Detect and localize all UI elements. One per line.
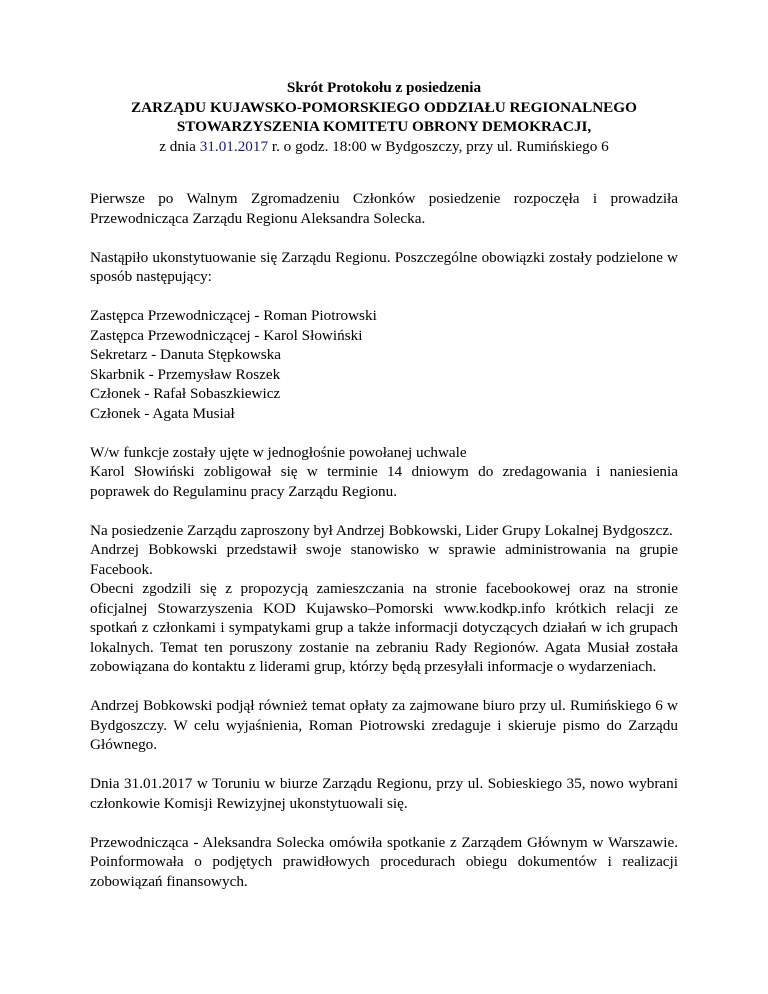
role-item: Zastępca Przewodniczącej - Karol Słowiński (90, 326, 363, 344)
roles-list (90, 306, 678, 423)
document-body (90, 189, 678, 891)
paragraph-audit-committee: Dnia 31.01.2017 w Toruniu w biurze Zarządu Regionu, przy ul. Sobieskiego 35, nowo wybrani członkowie Komisji Rewizyjnej ukonstytuowali się. (90, 775, 678, 812)
organization-line-2: STOWARZYSZENIA KOMITETU OBRONY DEMOKRACJI, (176, 118, 592, 135)
role-item: Sekretarz - Danuta Stępkowska (90, 346, 282, 363)
meeting-date: 31.01.2017 (199, 137, 269, 155)
paragraph-main-board-meeting: Przewodnicząca - Aleksandra Solecka omówiła spotkanie z Zarządem Głównym w Warszawie. Poinformowała o podjętych prawidłowych procedurach obiegu dokumentów i realizacji zobowiązań finansowych. (90, 833, 678, 890)
role-item: Skarbnik - Przemysław Roszek (90, 365, 281, 383)
paragraph-constitution: Nastąpiło ukonstytuowanie się Zarządu Regionu. Poszczególne obowiązki zostały podzielone w sposób następujący: (90, 248, 678, 285)
date-prefix: z dnia (159, 137, 200, 155)
meeting-date-line (76, 137, 692, 157)
guest-invite: Na posiedzenie Zarządu zaproszony był Andrzej Bobkowski, Lider Grupy Lokalnej Bydgoszcz. (90, 521, 673, 539)
date-suffix: r. o godz. 18:00 w Bydgoszczy, przy ul. Rumińskiego 6 (268, 137, 609, 155)
paragraph-office-fee: Andrzej Bobkowski podjął również temat opłaty za zajmowane biuro przy ul. Rumińskiego 6 w Bydgoszczy. W celu wyjaśnienia, Roman Piotrowski zredaguje i skieruje pismo do Zarządu Głównego. (90, 697, 678, 753)
role-item: Członek - Rafał Sobaszkiewicz (90, 385, 281, 402)
website-proposal: Obecni zgodzili się z propozycją zamieszczania na stronie facebookowej oraz na stronie oficjalnej Stowarzyszenia KOD Kujawsko–Pomorski www.kodkp.info krótkich relacji ze spotkań z członkami i sympatykami grup a także informacji dotyczących działań w ich grupach lokalnych. Temat ten poruszony zostanie na zebraniu Rady Regionów. Agata Musiał została zobowiązana do kontaktu z liderami grup, którzy będą przesyłali informacje o wydarzeniach. (90, 580, 678, 675)
organization-line-1: ZARZĄDU KUJAWSKO-POMORSKIEGO ODDZIAŁU REGIONALNEGO (131, 98, 637, 116)
paragraph-resolution (90, 443, 678, 502)
document-title: Skrót Protokołu z posiedzenia (286, 79, 482, 96)
paragraph-opening: Pierwsze po Walnym Zgromadzeniu Członków posiedzenie rozpoczęła i prowadziła Przewodnicząca Zarządu Regionu Aleksandra Solecka. (90, 190, 678, 227)
role-item: Członek - Agata Musiał (90, 404, 235, 422)
role-item: Zastępca Przewodniczącej - Roman Piotrowski (90, 307, 377, 324)
regulation-note: Karol Słowiński zobligował się w terminie 14 dniowym do zredagowania i naniesienia poprawek do Regulaminu pracy Zarządu Regionu. (90, 463, 678, 500)
resolution-line: W/w funkcje zostały ujęte w jednogłośnie powołanej uchwale (90, 443, 467, 461)
paragraph-guest (90, 521, 678, 677)
guest-statement: Andrzej Bobkowski przedstawił swoje stanowisko w sprawie administrowania na grupie Facebook. (90, 541, 678, 578)
document-header (76, 78, 692, 156)
